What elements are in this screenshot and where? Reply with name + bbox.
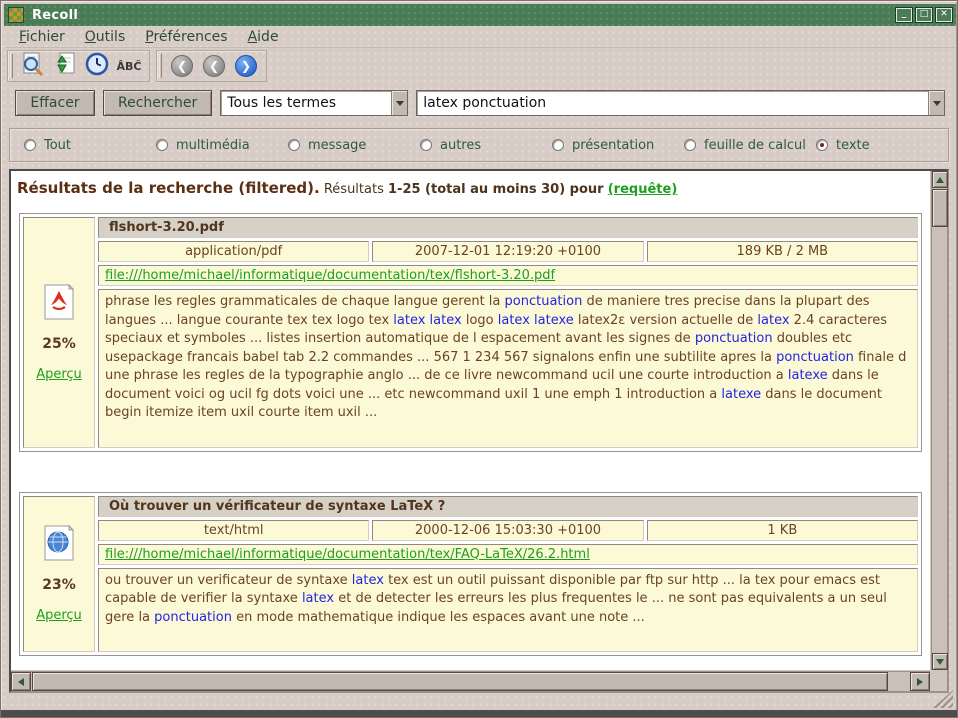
result-snippet: phrase les regles grammaticales de chaque langue gerent la ponctuation de maniere tres precise dans la plupart des langues ... langue courante tex tex logo tex latex latex logo latex latexe latex2ε version actuelle de latex 2.4 caracteres speciaux et symboles ... listes insertion automatique de l espacement avant les signes de ponctuation doubles etc usepackage francais babel tab 2.2 commandes ... 567 1 234 567 signalons enfin une subtilite apres la ponctuation finale d une phrase les regles de la typographie anglo ... de ce livre newcommand ucil une courte introduction a latexe dans le document voici og ucil fg dots voici une ... etc newcommand uxil 1 une emph 1 introduction a latexe dans le document begin itemize item uxil courte item uxil ...: [98, 289, 918, 448]
radio-label: feuille de calcul: [704, 137, 806, 153]
search-document-icon: [20, 51, 46, 81]
menu-item-a[interactable]: Aide: [247, 29, 279, 45]
filter-radio-message[interactable]: [288, 138, 420, 153]
highlighted-term: latex: [757, 312, 790, 328]
scroll-right-button[interactable]: [910, 672, 930, 691]
result-card: [19, 492, 922, 657]
arrow-up-icon: [936, 177, 944, 183]
radio-icon[interactable]: [684, 139, 696, 151]
radio-label: message: [308, 137, 367, 153]
search-mode-select[interactable]: [220, 90, 408, 116]
history-button[interactable]: [83, 53, 111, 79]
result-mime: application/pdf: [98, 241, 369, 262]
result-date: 2000-12-06 15:03:30 +0100: [372, 520, 643, 541]
filter-radio-Tout[interactable]: [24, 138, 156, 153]
titlebar: [4, 4, 956, 26]
result-meta-row: [98, 241, 918, 262]
arrow-left-icon: [18, 678, 24, 686]
relevance-percent: 23%: [42, 577, 76, 594]
result-size: 189 KB / 2 MB: [647, 241, 918, 262]
window-title: Recoll: [32, 7, 79, 23]
highlighted-term: ponctuation: [154, 609, 232, 625]
menu-item-o[interactable]: Outils: [84, 29, 126, 45]
first-page-icon: ❮: [171, 55, 193, 77]
toolbar-handle[interactable]: [159, 54, 162, 78]
radio-icon[interactable]: [156, 139, 168, 151]
results-title: Résultats de la recherche (filtered).: [17, 179, 320, 197]
radio-icon[interactable]: [24, 139, 36, 151]
results-header: [15, 179, 924, 197]
radio-icon[interactable]: [552, 139, 564, 151]
search-query-value: latex ponctuation: [423, 95, 547, 111]
radio-label: texte: [836, 137, 870, 153]
result-url-cell: [98, 265, 918, 286]
filter-radio-feuille-de-calcul[interactable]: [684, 138, 816, 153]
result-mime: text/html: [98, 520, 369, 541]
highlighted-term: ponctuation: [504, 294, 583, 309]
arrow-left-icon: ❮: [203, 55, 225, 77]
query-link[interactable]: (requête): [607, 182, 678, 197]
result-url-link[interactable]: file:///home/michael/informatique/documentation/tex/flshort-3.20.pdf: [105, 268, 556, 283]
toolbar-group-tools: [7, 50, 150, 82]
arrow-down-icon: [936, 659, 944, 665]
result-date: 2007-12-01 12:19:20 +0100: [372, 241, 643, 262]
document-sort-icon: [52, 51, 78, 81]
result-card: [19, 213, 922, 452]
abc-spell-icon: ÂBĈ: [116, 59, 142, 73]
chevron-down-icon[interactable]: [391, 91, 407, 115]
chevron-down-icon[interactable]: [928, 91, 944, 115]
menu-item-f[interactable]: Fichier: [19, 29, 65, 45]
toolbar: [7, 50, 267, 82]
menubar: [5, 27, 955, 48]
result-url-link[interactable]: file:///home/michael/informatique/documentation/tex/FAQ-LaTeX/26.2.html: [105, 546, 590, 562]
result-title: flshort-3.20.pdf: [98, 217, 918, 238]
filter-category-frame: [9, 128, 949, 162]
first-page-button[interactable]: [168, 53, 196, 79]
clock-icon: [85, 52, 109, 80]
search-button[interactable]: Rechercher: [103, 90, 212, 116]
preview-link[interactable]: Aperçu: [36, 366, 82, 382]
highlighted-term: latexe: [721, 386, 762, 402]
close-button[interactable]: ✕: [936, 8, 952, 22]
radio-label: multimédia: [176, 137, 250, 153]
result-side-column: [23, 217, 95, 448]
result-side-column: [23, 496, 95, 653]
search-input[interactable]: [416, 90, 945, 116]
highlighted-term: latex latex: [393, 312, 462, 328]
previous-page-button[interactable]: [200, 53, 228, 79]
highlighted-term: latex latexe: [497, 312, 574, 328]
term-explorer-button[interactable]: [115, 53, 143, 79]
result-url-cell: [98, 544, 918, 565]
sort-parameters-button[interactable]: [51, 53, 79, 79]
result-snippet: ou trouver un verificateur de syntaxe latex tex est un outil puissant disponible par ftp sur http ... la tex pour emacs est capable de verifier la syntaxe latex et de detecter les erreurs les plus frequentes le ... ne sont pas equivalents a un seul gere la ponctuation en mode mathematique indique les espaces avant une note ...: [98, 568, 918, 653]
horizontal-scrollbar[interactable]: [11, 671, 930, 691]
scroll-left-button[interactable]: [11, 672, 31, 691]
advanced-search-button[interactable]: [19, 53, 47, 79]
toolbar-handle[interactable]: [10, 54, 13, 78]
window-bottom-edge: [1, 710, 957, 717]
radio-label: Tout: [44, 137, 72, 153]
vertical-scrollbar[interactable]: [931, 171, 947, 670]
scroll-up-button[interactable]: [932, 171, 948, 188]
arrow-right-icon: [917, 678, 923, 686]
filter-radio-multimédia[interactable]: [156, 138, 288, 153]
toolbar-group-nav: [156, 50, 267, 82]
horizontal-scroll-thumb[interactable]: [32, 672, 888, 691]
results-panel: [9, 169, 949, 693]
filter-radio-présentation[interactable]: [552, 138, 684, 153]
clear-button[interactable]: Effacer: [15, 90, 95, 116]
radio-icon[interactable]: [816, 139, 828, 151]
arrow-right-icon: ❯: [235, 55, 257, 77]
scroll-down-button[interactable]: [932, 653, 948, 670]
results-summary-prefix: Résultats: [323, 182, 384, 197]
minimize-button[interactable]: _: [896, 8, 912, 22]
highlighted-term: latexe: [787, 368, 828, 383]
result-size: 1 KB: [647, 520, 918, 541]
radio-label: présentation: [572, 137, 655, 153]
next-page-button[interactable]: [232, 53, 260, 79]
menu-item-p[interactable]: Préférences: [145, 29, 228, 45]
highlighted-term: latex: [301, 591, 335, 606]
preview-link[interactable]: Aperçu: [36, 608, 82, 624]
result-title: Où trouver un vérificateur de syntaxe LaTeX ?: [98, 496, 918, 517]
html-file-icon: [41, 524, 77, 562]
highlighted-term: ponctuation: [776, 349, 854, 365]
maximize-button[interactable]: □: [916, 8, 932, 22]
highlighted-term: latex: [351, 572, 384, 588]
results-list: [15, 213, 924, 656]
pdf-file-icon: [41, 283, 77, 321]
result-meta-row: [98, 520, 918, 541]
recoll-app-icon: [8, 7, 24, 23]
results-range: 1-25 (total au moins 30) pour: [388, 182, 604, 197]
vertical-scroll-thumb[interactable]: [932, 189, 948, 227]
radio-icon[interactable]: [288, 139, 300, 151]
filter-radio-texte[interactable]: [816, 138, 870, 153]
radio-label: autres: [440, 137, 482, 153]
search-mode-value: Tous les termes: [227, 95, 337, 111]
filter-radio-autres[interactable]: [420, 138, 552, 153]
relevance-percent: 25%: [42, 335, 76, 352]
radio-icon[interactable]: [420, 139, 432, 151]
highlighted-term: ponctuation: [694, 331, 773, 346]
search-row: [15, 90, 945, 116]
results-view: [11, 171, 930, 670]
